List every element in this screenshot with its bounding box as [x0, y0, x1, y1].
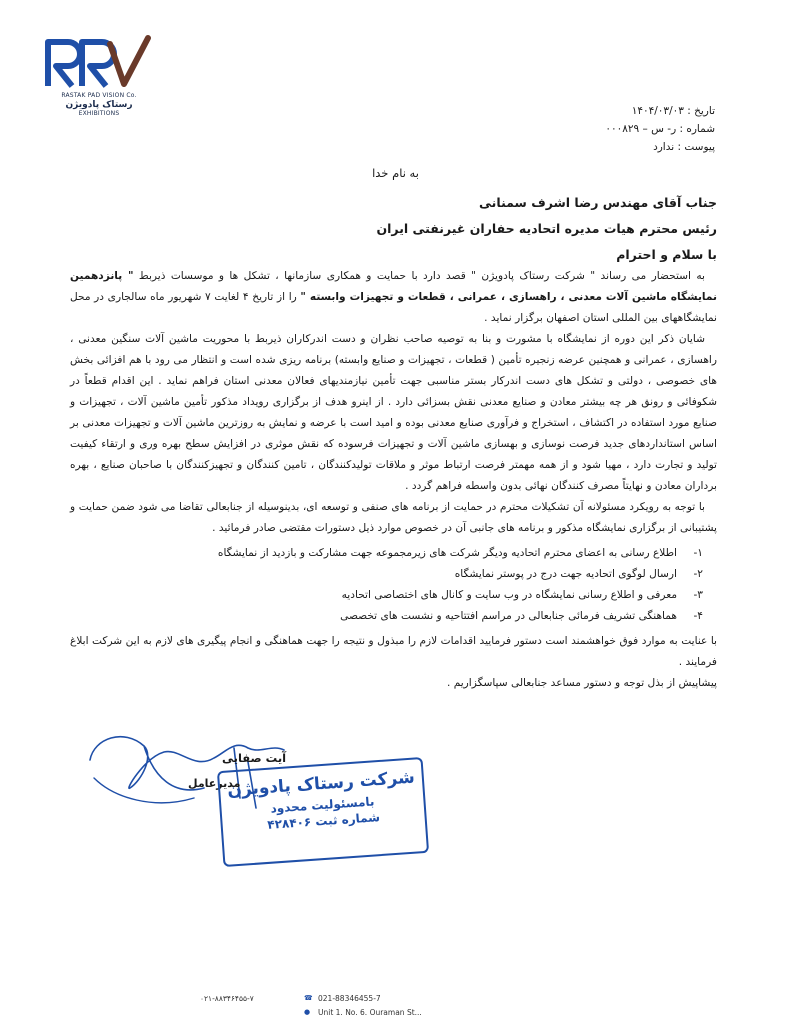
- addressee-title: رئیس محترم هیات مدیره اتحادیه حفاران غیرنفتی ایران: [376, 221, 717, 236]
- logo-company-en: RASTAK PAD VISION Co.: [61, 92, 137, 99]
- letter-footer: [200, 992, 500, 1022]
- rrv-logo-mark-icon: [44, 34, 154, 92]
- list-item: [70, 606, 717, 627]
- addressee-name: جناب آقای مهندس رضا اشرف سمنانی: [479, 195, 717, 210]
- list-item: [70, 564, 717, 585]
- list-item: [70, 585, 717, 606]
- paragraph-4: با عنایت به موارد فوق خواهشمند است دستور فرمایید اقدامات لازم را مبذول و نتیجه را جهت هماهنگی و انجام پیگیری های لازم به این شرکت ابلاغ فرمایند .: [70, 635, 717, 668]
- request-list: [70, 543, 717, 627]
- list-item-number: ۳-: [693, 589, 703, 601]
- list-item-text: معرفی و اطلاع رسانی نمایشگاه در وب سایت و کانال های اختصاصی اتحادیه: [341, 589, 677, 601]
- list-item-number: ۲-: [693, 568, 703, 580]
- signer-name: آیت صفایی: [222, 751, 287, 765]
- logo-tagline: EXHIBITIONS: [78, 110, 120, 117]
- stamp-registration-number: شماره ثبت ۴۲۸۴۰۶: [266, 810, 381, 832]
- stamp-company-type: بامسئولیت محدود: [270, 794, 375, 816]
- paragraph-1-intro: به استحضار می رساند " شرکت رستاک پادویژن " قصد دارد با حمایت و همکاری سازمانها ، تشکل ها و موسسات ذیربط: [138, 270, 705, 282]
- addressee-block: [77, 190, 717, 268]
- list-item-text: هماهنگی تشریف فرمائی جنابعالی در مراسم افتتاحیه و نشست های تخصصی: [340, 610, 677, 622]
- paragraph-5: پیشاپیش از بذل توجه و دستور مساعد جنابعالی سپاسگزاریم .: [446, 677, 717, 689]
- paragraph-2: شایان ذکر این دوره از نمایشگاه با مشورت و بنا به توصیه صاحب نظران و دست اندرکاران ذیربط با محوریت ماشین آلات سنگین معدنی ، راهسازی ، عمرانی و همچنین عرضه زنجیره تأمین ( قطعات ، تجهیزات و صنایع وابسته) برنامه ریزی شده است و انتظار می رود با هم افزائی بخش های خصوصی ، دولتی و تشکل های دست اندرکار بستر مناسبی جهت تأمین نیازمندیهای فعالان معدنی استان فراهم نماید . این اقدام قطعاً در شکوفائی و رونق هر چه بیشتر معادن و صنایع معدنی نقش بسزائی دارد . از اینرو هدف از برگزاری رویداد مذکور تأمین ماشین آلات ، تجهیزات و صنایع مورد استفاده در اکتشاف ، استخراج و فرآوری صنایع معدنی بوده و امید است با عرضه و نمایش به روزترین ماشین آلات و تجهیزات معدنی بر اساس استانداردهای جدید فرصت نوسازی و بهسازی ماشین آلات و تجهیزات فرسوده که نقش موثری در افزایش سطح بهره وری و ارتقاء کیفیت تولید و تجارت دارد ، مهیا شود و از همه مهمتر فرصت ارتباط موثر و ملاقات تولیدکنندگان ، تامین کنندگان و تجهیزکنندگان با صاحبان صنایع ، بهره برداران معادن و نهایتاً مصرف کنندگان نهائی بدون واسطه فراهم گردد .: [70, 333, 717, 492]
- phone-icon: ☎: [304, 994, 313, 1002]
- list-item-number: ۴-: [693, 610, 703, 622]
- letter-date: تاریخ : ۱۴۰۴/۰۳/۰۳: [631, 105, 715, 117]
- letter-meta: [535, 102, 715, 156]
- footer-phone-fa: ۰۲۱-۸۸۳۴۶۴۵۵-۷: [200, 994, 254, 1003]
- exhibition-title: " پانزدهمین نمایشگاه ماشین آلات معدنی ، راهسازی ، عمرانی ، قطعات و تجهیزات وابسته ": [70, 270, 717, 303]
- logo-company-fa: رستاک پادویژن: [65, 100, 133, 110]
- footer-phone-en: 021-88346455-7: [318, 994, 381, 1003]
- paragraph-3: با توجه به رویکرد مسئولانه آن تشکیلات محترم در حمایت از برنامه های صنفی و توسعه ای، بدینوسیله از جنابعالی تقاضا می شود ضمن حمایت و پشتیبانی از برگزاری نمایشگاه مذکور و برنامه های جانبی آن در خصوص موارد ذیل دستورات مقتضی صادر فرمائید .: [70, 501, 717, 534]
- paragraph-1: [70, 266, 717, 329]
- letter-attachment: پیوست : ندارد: [653, 141, 715, 153]
- basmala: به نام خدا: [372, 166, 419, 180]
- logo-caption: [44, 92, 154, 118]
- paragraph-1-rest: را از تاریخ ۴ لغایت ۷ شهریور ماه سالجاری در محل نمایشگاههای بین المللی استان اصفهان برگزار نماید .: [70, 291, 717, 324]
- stamp-company-name: شرکت رستاک پادویژن: [226, 767, 416, 801]
- letter-body: [70, 266, 717, 694]
- list-item: [70, 543, 717, 564]
- signer-title: مدیرعامل: [188, 777, 241, 790]
- company-logo: [44, 34, 154, 122]
- list-item-text: ارسال لوگوی اتحادیه جهت درج در پوستر نمایشگاه: [454, 568, 677, 580]
- company-stamp: [217, 757, 429, 867]
- list-item-text: اطلاع رسانی به اعضای محترم اتحادیه ودیگر شرکت های زیرمجموعه جهت مشارکت و بازدید از نمایشگاه: [217, 547, 677, 559]
- greeting: با سلام و احترام: [616, 247, 717, 262]
- footer-address-en: Unit 1. No. 6. Ouraman St...: [318, 1008, 422, 1017]
- list-item-number: ۱-: [693, 547, 703, 559]
- letter-number: شماره : ر- س – ۰۰۰۸۲۹: [605, 123, 715, 135]
- location-pin-icon: ●: [304, 1008, 311, 1016]
